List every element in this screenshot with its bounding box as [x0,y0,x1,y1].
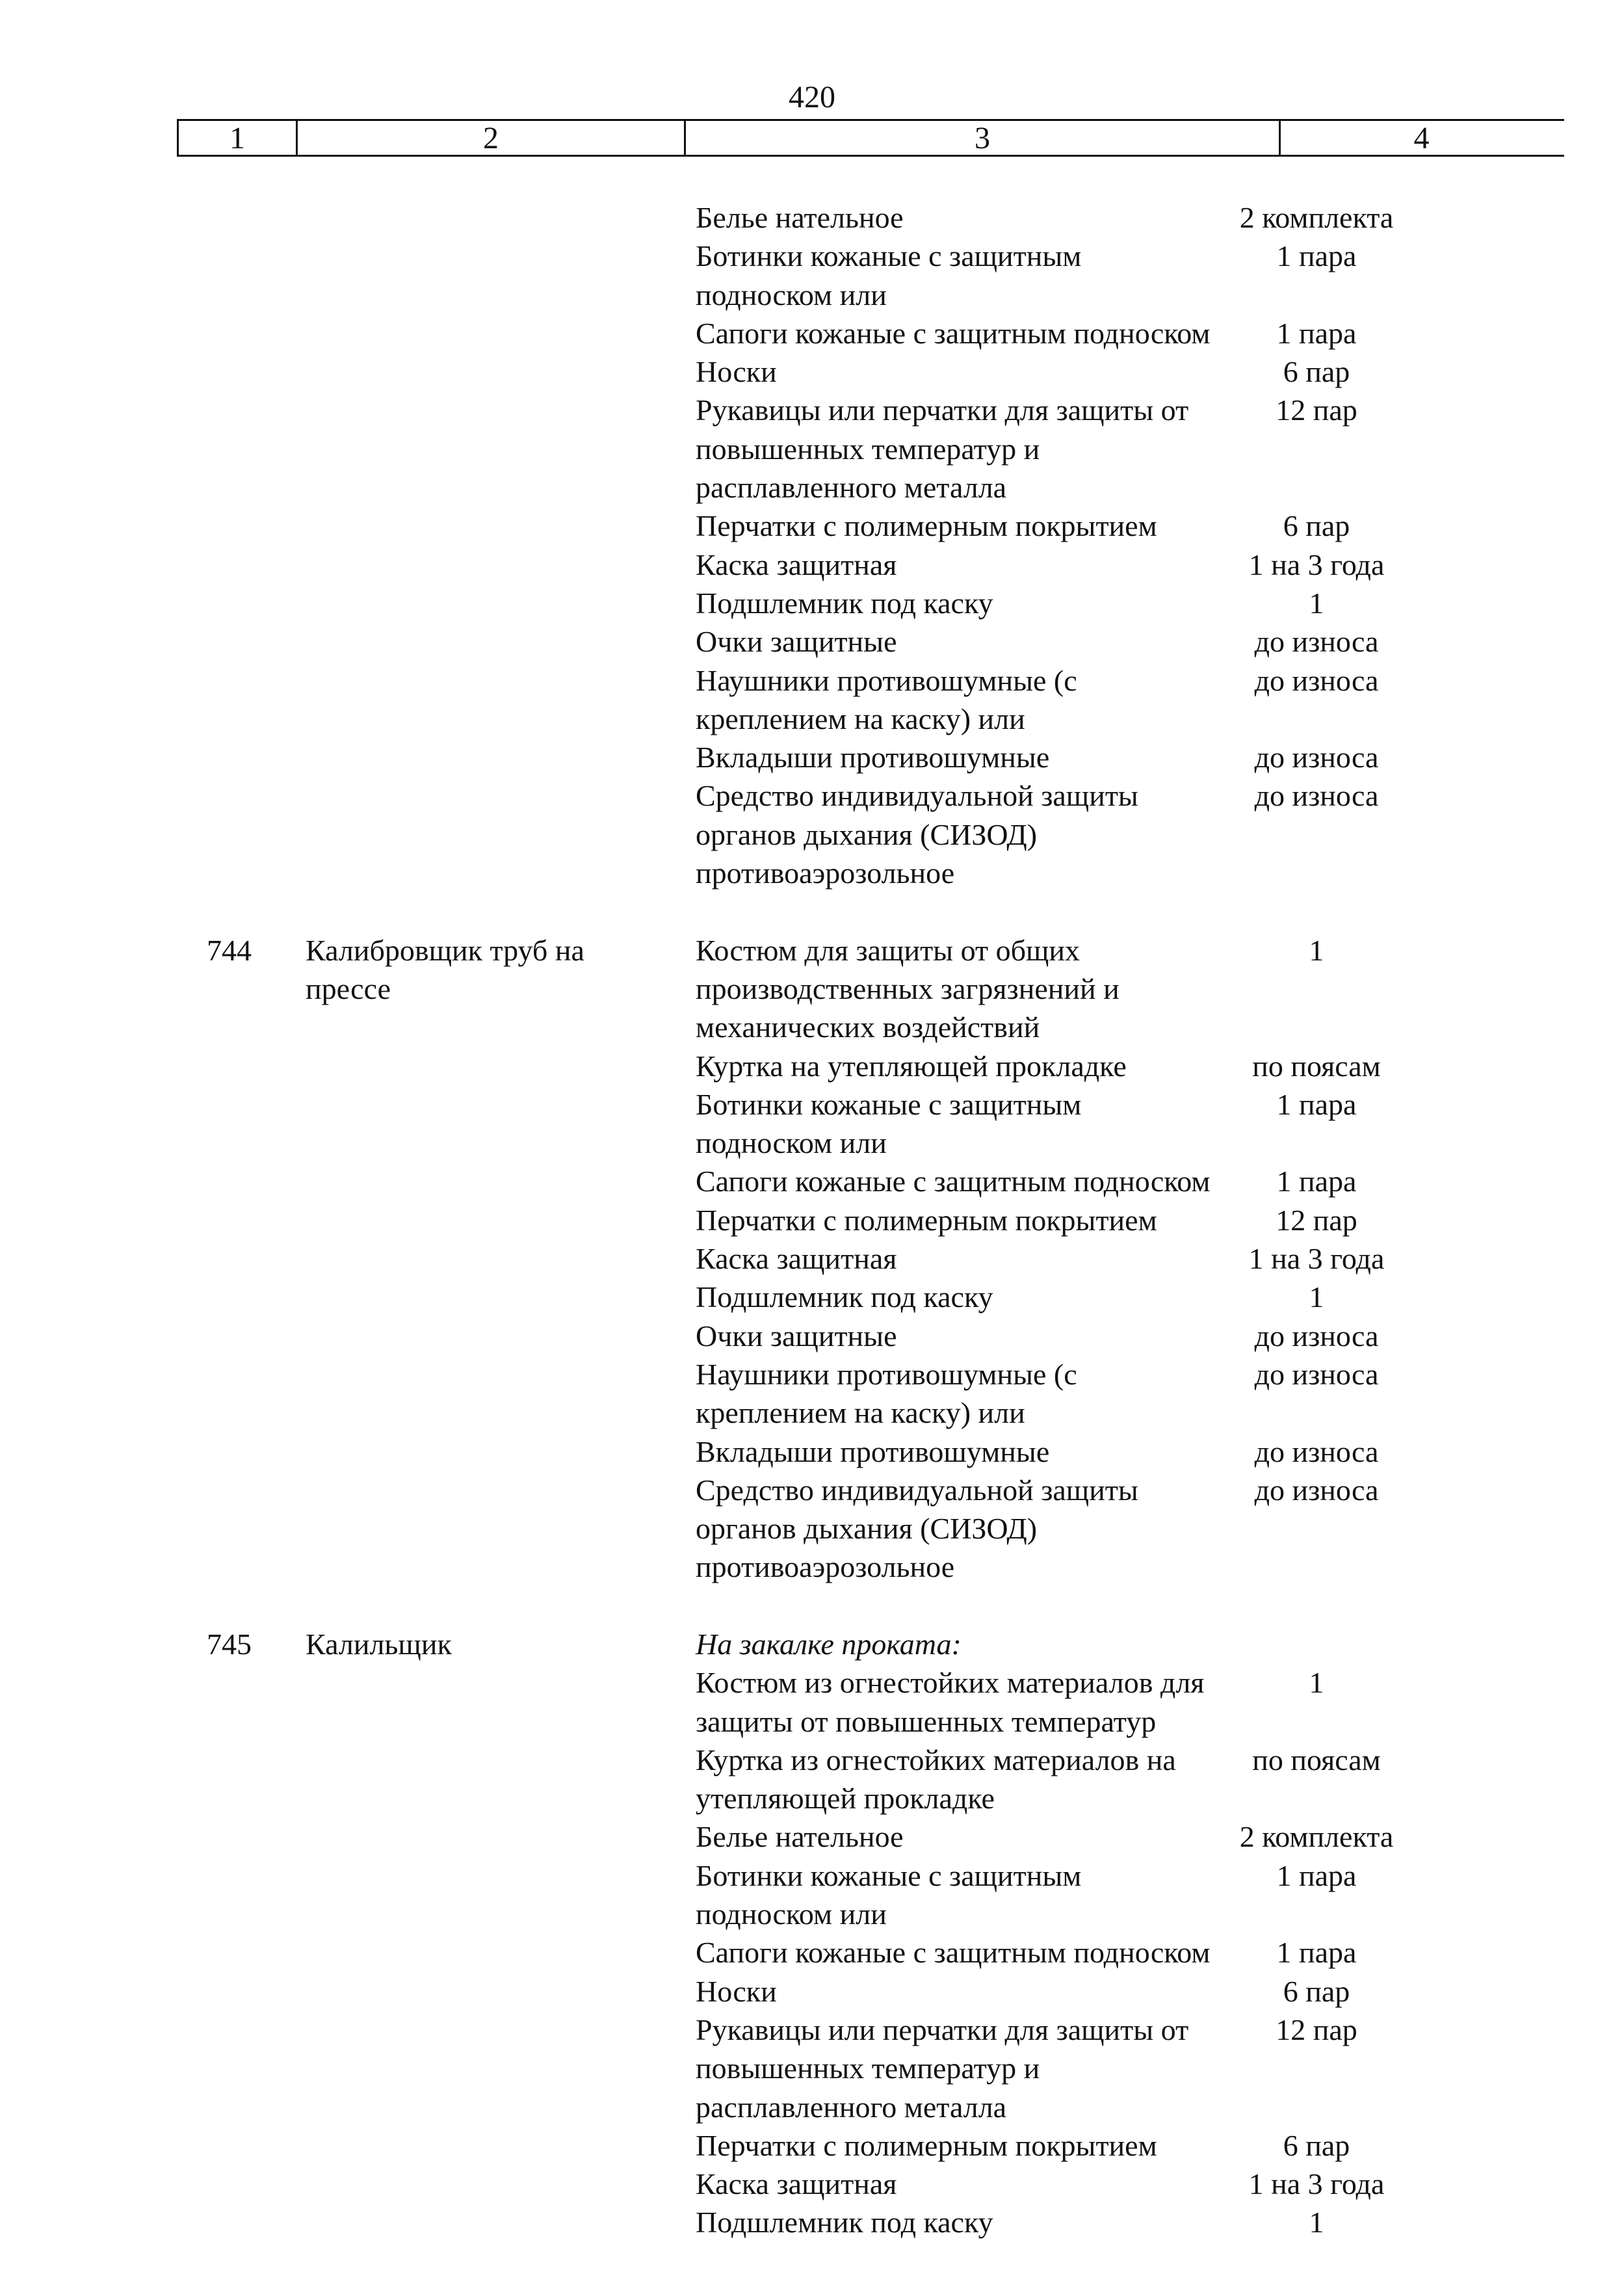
issue-norm: 1 [1309,933,1324,967]
equipment-name: расплавленного металла [696,471,1007,505]
issue-norm: до износа [1254,741,1379,774]
table-row [0,1047,1624,1085]
equipment-name: подноском или [696,278,887,311]
equipment-name: повышенных температур и [696,432,1040,466]
equipment-name: повышенных температур и [696,2052,1040,2085]
table-row [0,1779,1624,1817]
profession-name: Калибровщик труб на [306,933,584,967]
issue-norm: до износа [1254,663,1379,697]
equipment-name: Носки [696,1974,777,2008]
equipment-name: производственных загрязнений и [696,971,1120,1005]
row-spacer [0,1587,1624,1625]
table-row [0,661,1624,700]
issue-norm: 12 пар [1276,1203,1357,1237]
equipment-name: органов дыхания (СИЗОД) [696,817,1038,851]
equipment-name: Куртка на утепляющей прокладке [696,1049,1127,1083]
table-header [177,119,1564,157]
issue-norm: 1 [1309,586,1324,620]
issue-norm: 6 пар [1283,2128,1350,2162]
table-row [0,584,1624,622]
table-row [0,2126,1624,2165]
issue-norm: до износа [1254,779,1379,813]
table-row [0,1393,1624,1432]
table-row [0,2011,1624,2049]
table-row [0,1548,1624,1586]
equipment-name: Каска защитная [696,1242,897,1276]
profession-name: прессе [306,971,391,1005]
table-row [0,2165,1624,2203]
equipment-name: Перчатки с полимерным покрытием [696,509,1157,543]
equipment-name: Сапоги кожаные с защитным подноском [696,1165,1211,1198]
equipment-name: Наушники противошумные (с [696,1357,1077,1391]
table-row [0,1625,1624,1663]
equipment-name: подноском или [696,1897,887,1931]
table-row [0,931,1624,970]
header-col-1: 1 [179,121,298,155]
equipment-name: Каска защитная [696,2167,897,2201]
issue-norm: до износа [1254,1357,1379,1391]
table-row [0,1124,1624,1162]
issue-norm: 1 на 3 года [1248,548,1385,581]
issue-norm: 1 пара [1276,1936,1357,1970]
table-row [0,1471,1624,1509]
table-row [0,468,1624,507]
equipment-name: Каска защитная [696,548,897,581]
table-row [0,1817,1624,1856]
table-row [0,622,1624,661]
issue-norm: 1 на 3 года [1248,1242,1385,1276]
equipment-name: Рукавицы или перчатки для защиты от [696,393,1189,427]
table-row [0,1201,1624,1239]
issue-norm: 12 пар [1276,393,1357,427]
equipment-name: Средство индивидуальной защиты [696,1473,1138,1507]
table-row [0,1741,1624,1779]
table-row [0,1663,1624,1702]
table-row [0,1085,1624,1124]
equipment-name: Куртка из огнестойких материалов на [696,1743,1176,1776]
table-row [0,854,1624,892]
issue-norm: 1 пара [1276,1165,1357,1198]
table-row [0,1432,1624,1471]
equipment-name: Подшлемник под каску [696,2206,993,2239]
equipment-name: Перчатки с полимерным покрытием [696,2128,1157,2162]
table-row [0,276,1624,314]
issue-norm: 1 пара [1276,316,1357,350]
table-row [0,1162,1624,1200]
table-row [0,1702,1624,1741]
equipment-name: Очки защитные [696,625,897,659]
issue-norm: 6 пар [1283,355,1350,389]
equipment-name: Вкладыши противошумные [696,741,1050,774]
table-row [0,314,1624,352]
equipment-name: защиты от повышенных температур [696,1704,1157,1738]
table-row [0,546,1624,584]
table-row [0,2049,1624,2087]
issue-norm: 2 комплекта [1239,1820,1394,1854]
table-row [0,1278,1624,1316]
equipment-name: Белье нательное [696,1820,904,1854]
table-row [0,2203,1624,2241]
equipment-name: Подшлемник под каску [696,586,993,620]
table-row [0,700,1624,738]
table-row [0,1895,1624,1933]
equipment-name: Костюм из огнестойких материалов для [696,1666,1205,1700]
equipment-name: Подшлемник под каску [696,1280,993,1314]
table-row [0,776,1624,815]
header-col-3: 3 [686,121,1281,155]
issue-norm: 1 [1309,1280,1324,1314]
table-row [0,1856,1624,1895]
table-row [0,1317,1624,1355]
equipment-name: Ботинки кожаные с защитным [696,1087,1082,1121]
table-row [0,391,1624,429]
issue-norm: по поясам [1252,1743,1381,1776]
issue-norm: до износа [1254,1319,1379,1353]
equipment-name: противоаэрозольное [696,856,955,890]
row-spacer [0,892,1624,930]
equipment-name: Костюм для защиты от общих [696,933,1080,967]
item-number: 744 [207,933,252,967]
issue-norm: 6 пар [1283,1974,1350,2008]
issue-norm: 1 [1309,1666,1324,1700]
equipment-name: креплением на каску) или [696,702,1025,735]
table-row [0,1972,1624,2011]
equipment-name: На закалке проката: [696,1627,962,1661]
issue-norm: 2 комплекта [1239,201,1394,234]
table-row [0,507,1624,545]
table-row [0,1008,1624,1046]
issue-norm: до износа [1254,625,1379,659]
header-col-4: 4 [1413,121,1430,155]
equipment-name: механических воздействий [696,1010,1040,1044]
table-row [0,430,1624,468]
table-row [0,815,1624,854]
equipment-name: Ботинки кожаные с защитным [696,1858,1082,1892]
table-row [0,2088,1624,2126]
issue-norm: 1 пара [1276,239,1357,273]
equipment-name: подноском или [696,1126,887,1160]
issue-norm: до износа [1254,1473,1379,1507]
equipment-name: Средство индивидуальной защиты [696,779,1138,813]
equipment-name: креплением на каску) или [696,1396,1025,1430]
issue-norm: 12 пар [1276,2012,1357,2046]
issue-norm: 6 пар [1283,509,1350,543]
profession-name: Калильщик [306,1627,452,1661]
issue-norm: до износа [1254,1434,1379,1468]
equipment-name: Очки защитные [696,1319,897,1353]
equipment-name: расплавленного металла [696,2090,1007,2124]
equipment-name: Рукавицы или перчатки для защиты от [696,2012,1189,2046]
issue-norm: 1 пара [1276,1087,1357,1121]
table-row [0,237,1624,275]
table-row [0,1509,1624,1548]
table-row [0,198,1624,237]
issue-norm: 1 пара [1276,1858,1357,1892]
table-row [0,1239,1624,1278]
page-number: 420 [789,80,835,114]
issue-norm: 1 на 3 года [1248,2167,1385,2201]
table-row [0,738,1624,776]
issue-norm: по поясам [1252,1049,1381,1083]
table-row [0,970,1624,1008]
equipment-name: Сапоги кожаные с защитным подноском [696,316,1211,350]
table-row [0,352,1624,391]
table-body [0,198,1624,2242]
table-row [0,1355,1624,1393]
equipment-name: Сапоги кожаные с защитным подноском [696,1936,1211,1970]
equipment-name: Носки [696,355,777,389]
equipment-name: Белье нательное [696,201,904,234]
equipment-name: Наушники противошумные (с [696,663,1077,697]
item-number: 745 [207,1627,252,1661]
equipment-name: органов дыхания (СИЗОД) [696,1512,1038,1546]
equipment-name: Вкладыши противошумные [696,1434,1050,1468]
equipment-name: Ботинки кожаные с защитным [696,239,1082,273]
table-row [0,1933,1624,1972]
issue-norm: 1 [1309,2206,1324,2239]
equipment-name: противоаэрозольное [696,1550,955,1584]
equipment-name: утепляющей прокладке [696,1782,995,1815]
equipment-name: Перчатки с полимерным покрытием [696,1203,1157,1237]
header-col-2: 2 [298,121,686,155]
